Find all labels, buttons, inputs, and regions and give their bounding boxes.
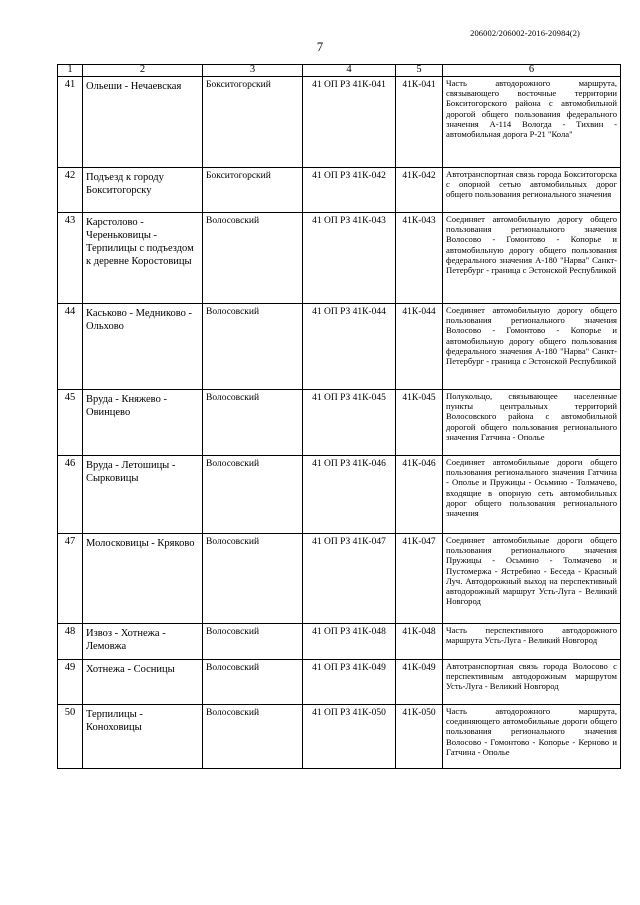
table-row	[58, 390, 621, 456]
district: Волосовский	[203, 304, 303, 390]
table-row	[58, 534, 621, 624]
road-code: 41К-049	[396, 660, 443, 705]
district: Волосовский	[203, 660, 303, 705]
road-description: Часть автодорожного маршрута, связывающего восточные территории Бокситогорского района с автомобильной дорогой общего пользования федерального значения А-114 Вологда - Тихвин - автомобильная дорога Р-21 "Кола"	[443, 77, 621, 168]
road-description: Часть перспективного автодорожного маршрута Усть-Луга - Великий Новгород	[443, 624, 621, 660]
road-id: 41 ОП РЗ 41К-049	[303, 660, 396, 705]
district: Волосовский	[203, 213, 303, 304]
road-name: Вруда - Летошицы - Сырковицы	[83, 456, 203, 534]
road-code: 41К-041	[396, 77, 443, 168]
road-code: 41К-050	[396, 705, 443, 769]
road-code: 41К-042	[396, 168, 443, 213]
page-number: 7	[316, 40, 324, 54]
district: Бокситогорский	[203, 77, 303, 168]
road-code: 41К-048	[396, 624, 443, 660]
table-row	[58, 213, 621, 304]
road-name: Подъезд к городу Бокситогорску	[83, 168, 203, 213]
column-header: 2	[83, 65, 203, 77]
district: Волосовский	[203, 456, 303, 534]
road-name: Извоз - Хотнежа - Лемовжа	[83, 624, 203, 660]
district: Волосовский	[203, 705, 303, 769]
district: Волосовский	[203, 624, 303, 660]
row-number: 46	[58, 456, 83, 534]
road-name: Молосковицы - Кряково	[83, 534, 203, 624]
table-row	[58, 624, 621, 660]
road-id: 41 ОП РЗ 41К-044	[303, 304, 396, 390]
row-number: 42	[58, 168, 83, 213]
road-description: Автотранспортная связь города Бокситогорска с опорной сетью автомобильных дорог общего пользования регионального значения	[443, 168, 621, 213]
row-number: 49	[58, 660, 83, 705]
column-header: 5	[396, 65, 443, 77]
roads-table	[57, 64, 621, 769]
table-row	[58, 168, 621, 213]
table-row	[58, 77, 621, 168]
road-id: 41 ОП РЗ 41К-043	[303, 213, 396, 304]
table-header	[58, 65, 621, 77]
road-id: 41 ОП РЗ 41К-045	[303, 390, 396, 456]
table-row	[58, 705, 621, 769]
document-id: 206002/206002-2016-20984(2)	[470, 28, 580, 38]
road-name: Карстолово - Череньковицы - Терпилицы с подъездом к деревне Коростовицы	[83, 213, 203, 304]
road-description: Полукольцо, связывающее населенные пункты центральных территорий Волосовского района с автомобильной дорогой общего пользования регионального значения Гатчина - Ополье	[443, 390, 621, 456]
road-name: Каськово - Медниково - Ольхово	[83, 304, 203, 390]
road-id: 41 ОП РЗ 41К-047	[303, 534, 396, 624]
road-description: Соединяет автомобильную дорогу общего пользования регионального значения Волосово - Гомонтово - Копорье и автомобильную дорогу общего пользования федерального значения А-180 "Нарва" Санкт-Петербург - граница с Эстонской Республикой	[443, 213, 621, 304]
row-number: 50	[58, 705, 83, 769]
road-description: Часть автодорожного маршрута, соединяющего автомобильные дороги общего пользования регионального значения Волосово - Гомонтово - Копорье - Керново и Гатчина - Ополье	[443, 705, 621, 769]
road-code: 41К-046	[396, 456, 443, 534]
road-code: 41К-044	[396, 304, 443, 390]
row-number: 43	[58, 213, 83, 304]
road-description: Соединяет автомобильные дороги общего пользования регионального значения Пружицы - Осьмино - Толмачево и Пустомержа - Ястребино - Беседа - Красный Луч. Автодорожный выход на перспективный автодорожный маршрут Усть-Луга - Великий Новгород	[443, 534, 621, 624]
road-id: 41 ОП РЗ 41К-048	[303, 624, 396, 660]
road-id: 41 ОП РЗ 41К-050	[303, 705, 396, 769]
row-number: 48	[58, 624, 83, 660]
table-row	[58, 660, 621, 705]
road-code: 41К-045	[396, 390, 443, 456]
column-header: 6	[443, 65, 621, 77]
road-code: 41К-043	[396, 213, 443, 304]
table-row	[58, 304, 621, 390]
road-description: Автотранспортная связь города Волосово с перспективным автодорожным маршрутом Усть-Луга - Великий Новгород	[443, 660, 621, 705]
column-header: 3	[203, 65, 303, 77]
column-header: 4	[303, 65, 396, 77]
district: Бокситогорский	[203, 168, 303, 213]
road-id: 41 ОП РЗ 41К-042	[303, 168, 396, 213]
district: Волосовский	[203, 534, 303, 624]
row-number: 44	[58, 304, 83, 390]
row-number: 47	[58, 534, 83, 624]
row-number: 45	[58, 390, 83, 456]
road-name: Вруда - Княжево - Овинцево	[83, 390, 203, 456]
road-name: Терпилицы - Коноховицы	[83, 705, 203, 769]
road-name: Хотнежа - Сосницы	[83, 660, 203, 705]
road-description: Соединяет автомобильную дорогу общего пользования регионального значения Волосово - Гомонтово - Копорье и автомобильную дорогу общего пользования федерального значения А-180 "Нарва" Санкт-Петербург - граница с Эстонской Республикой	[443, 304, 621, 390]
road-name: Ольеши - Нечаевская	[83, 77, 203, 168]
road-description: Соединяет автомобильные дороги общего пользования регионального значения Гатчина - Ополье и Пружицы - Осьмино - Толмачево, входящие в опорную сеть автомобильных дорог общего пользования регионального значения	[443, 456, 621, 534]
row-number: 41	[58, 77, 83, 168]
district: Волосовский	[203, 390, 303, 456]
column-header: 1	[58, 65, 83, 77]
road-id: 41 ОП РЗ 41К-041	[303, 77, 396, 168]
header-row	[58, 65, 621, 77]
road-id: 41 ОП РЗ 41К-046	[303, 456, 396, 534]
table-row	[58, 456, 621, 534]
road-code: 41К-047	[396, 534, 443, 624]
